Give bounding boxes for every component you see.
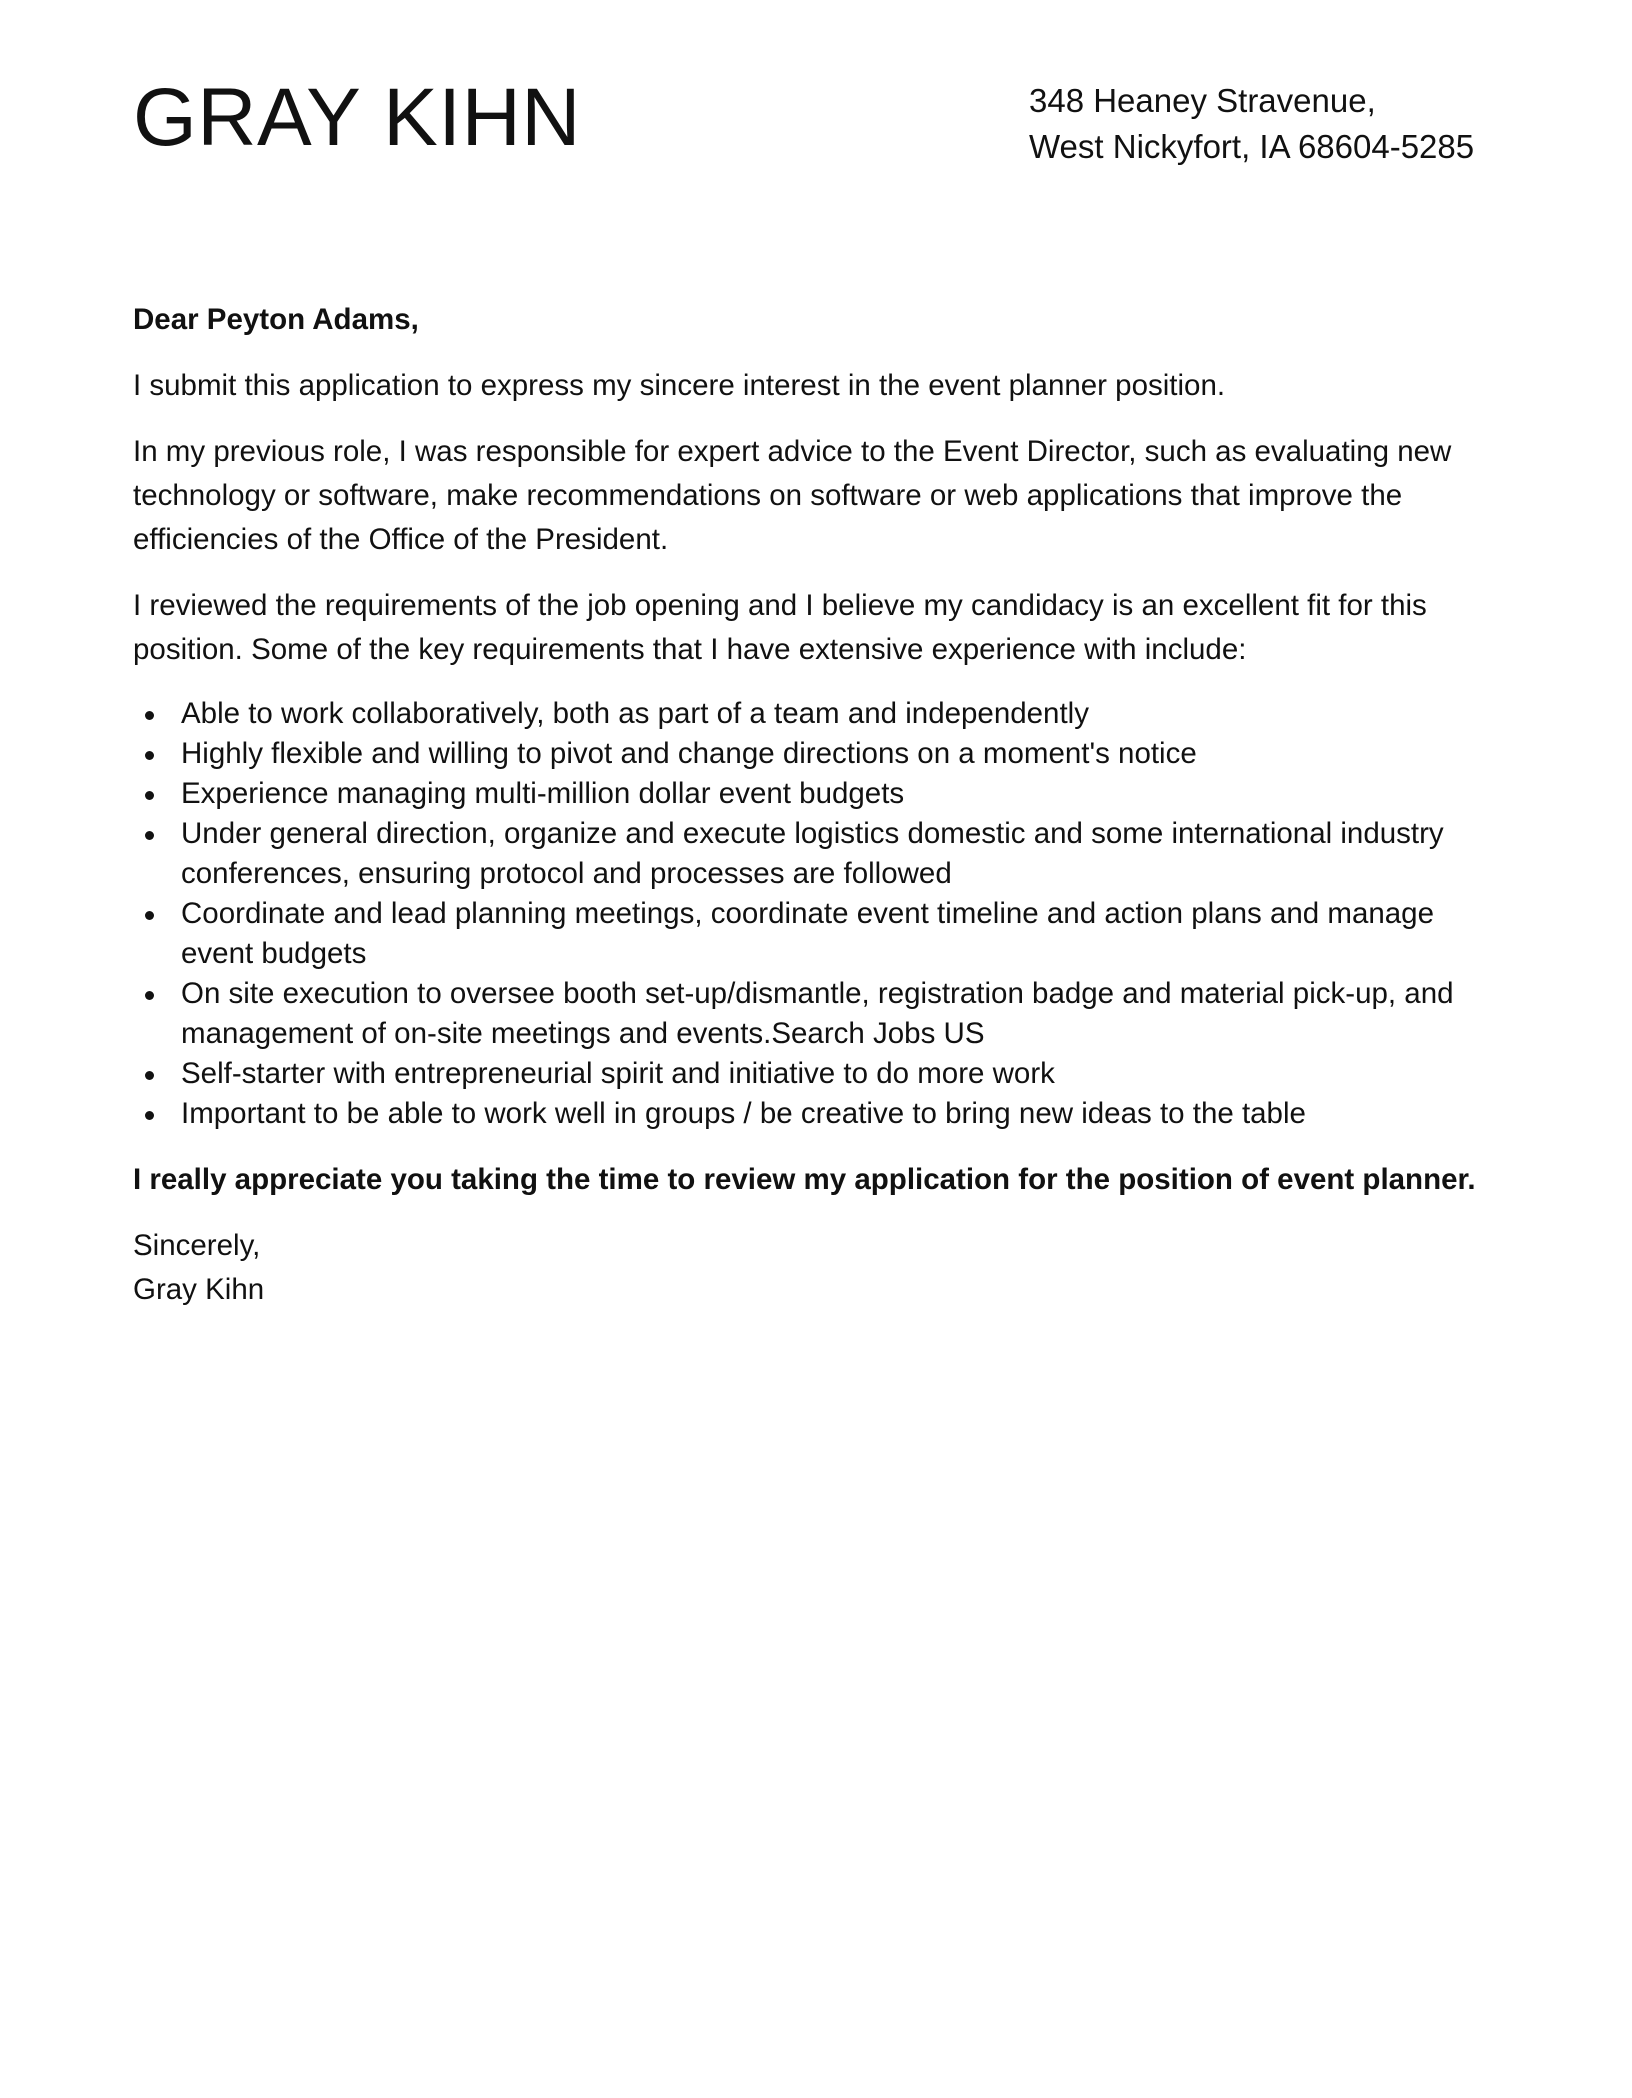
list-item-text: Self-starter with entrepreneurial spirit and initiative to do more work [181, 1057, 1055, 1090]
list-item-text: Under general direction, organize and execute logistics domestic and some international industry conferences, ensuring protocol and processes are followed [181, 817, 1444, 890]
intro-paragraph: I submit this application to express my sincere interest in the event planner position. [133, 369, 1226, 402]
salutation: Dear Peyton Adams, [133, 303, 419, 336]
bullet-icon [145, 831, 154, 840]
address-line-1: 348 Heaney Stravenue, [1029, 82, 1376, 119]
bullet-icon [145, 1071, 154, 1080]
letter-header [133, 0, 1499, 270]
letter-body [133, 298, 1499, 1312]
bullet-icon [145, 1111, 154, 1120]
list-item [181, 814, 1499, 894]
applicant-name: GRAY KIHN [133, 72, 582, 163]
previous-role-paragraph: In my previous role, I was responsible for expert advice to the Event Director, such as evaluating new technology or software, make recommendations on software or web applications that improve the efficiencies of the Office of the President. [133, 435, 1452, 556]
bullet-icon [145, 911, 154, 920]
list-item-text: On site execution to oversee booth set-up/dismantle, registration badge and material pick-up, and management of on-site meetings and events.Search Jobs US [181, 977, 1454, 1050]
list-item-text: Highly flexible and willing to pivot and change directions on a moment's notice [181, 737, 1197, 770]
list-item [181, 894, 1499, 974]
bullet-icon [145, 751, 154, 760]
list-item [181, 1094, 1499, 1134]
bullet-icon [145, 791, 154, 800]
list-item-text: Able to work collaboratively, both as part of a team and independently [181, 697, 1089, 730]
signoff: Sincerely, [133, 1229, 261, 1262]
list-item-text: Experience managing multi-million dollar event budgets [181, 777, 905, 810]
signoff-block [133, 1224, 1499, 1312]
list-item [181, 694, 1499, 734]
list-item-text: Coordinate and lead planning meetings, coordinate event timeline and action plans and manage event budgets [181, 897, 1434, 970]
bullet-icon [145, 711, 154, 720]
applicant-address [1029, 78, 1499, 170]
list-item [181, 1054, 1499, 1094]
requirements-list [133, 694, 1499, 1134]
closing-paragraph: I really appreciate you taking the time to review my application for the position of event planner. [133, 1163, 1476, 1196]
list-item [181, 734, 1499, 774]
bullet-icon [145, 991, 154, 1000]
signature-name: Gray Kihn [133, 1273, 265, 1306]
list-item [181, 774, 1499, 814]
list-item [181, 974, 1499, 1054]
requirements-intro-paragraph: I reviewed the requirements of the job opening and I believe my candidacy is an excellent fit for this position. Some of the key requirements that I have extensive experience with include: [133, 589, 1427, 666]
list-item-text: Important to be able to work well in groups / be creative to bring new ideas to the table [181, 1097, 1306, 1130]
address-line-2: West Nickyfort, IA 68604-5285 [1029, 128, 1475, 165]
